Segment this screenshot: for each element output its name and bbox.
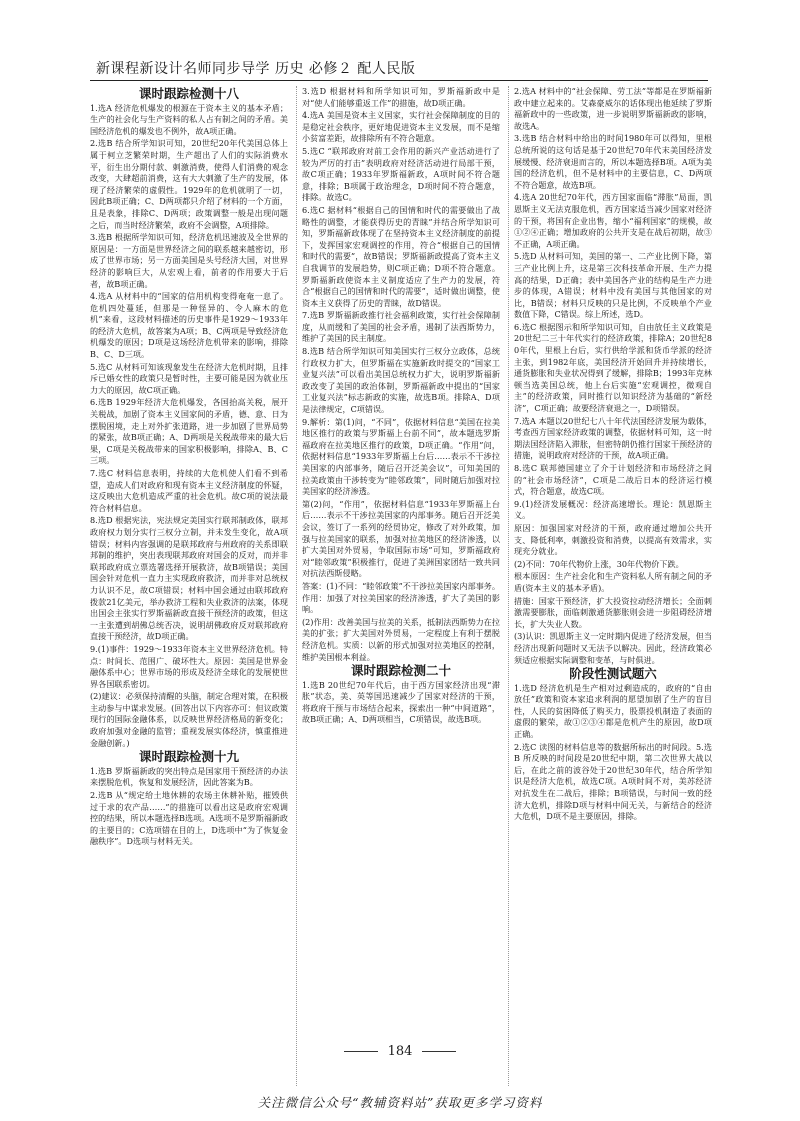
answer-item: 5.选C “联邦政府对前工会作用的新兴产业活动进行了较为严厉的打击”表明政府对经济活动进行局部干预，故C项正确；1933年罗斯福新政，A项时间不符合题意，排除；B项属于政治理念，D项时间不符合题意，排除。故选C。 [302,145,500,203]
answer-item: 4.选A 美国是资本主义国家，实行社会保障制度的目的是稳定社会秩序，更好地促进资本主义发展，而不是缩小贫富差距，故排除所有不符合题意。 [302,110,500,144]
answer-item: 3.选B 结合材料中给出的时间1980年可以得知，里根总统所说的这句话是基于20世纪70年代末美国经济发展缓慢、经济衰退而言的，所以本题选择B项。A项为美国的经济危机，但不是材料中的主要信息，C、D两项不符合题意，故选B项。 [514,133,712,190]
section-title: 课时跟踪检测十九 [138,749,239,765]
column-1 [90,86,288,1086]
answer-item: 2.选A 材料中的“社会保障、劳工法”等都是在罗斯福新政中建立起来的。艾森豪威尔的话体现出他延续了罗斯福新政中的一些政策，进一步说明罗斯福新政的影响，故选A。 [514,86,712,131]
answer-item: 1.选D 经济危机是生产相对过剩造成的，政府的“自由放任”政策和资本家追求利润的愿望加剧了生产的盲目性，人民的贫困降低了购买力，股票投机制造了表面的虚假的繁荣，故①②③④都是危机产生的原因，故D项正确。 [514,682,712,740]
answer-item: (2)不同：70年代物价上涨，30年代物价下跌。 [514,558,684,569]
page-number [0,1044,800,1059]
answer-item: 6.选C 据材料“根据自己的国情和时代的需要做出了战略性的调整，才能获得历史的青睐”并结合所学知识可知，罗斯福新政体现了在坚持资本主义经济制度的前提下，发挥国家宏观调控的作用，符合“根据自己的国情和时代的需要”，故B错误；罗斯福新政提高了资本主义自我调节的发展趋势，则C项正确；D项不符合题意。罗斯福新政使资本主义制度适应了生产力的发展，符合“根据自己的国情和时代的需要”，适时做出调整，使资本主义获得了历史的青睐，故D错误。 [302,204,500,308]
answer-item: (2)作用：改善美国与拉美的关系，抵制法西斯势力在拉美的扩张；扩大美国对外贸易，一定程度上有利于摆脱经济危机。实质：以新的形式加强对拉美地区的控制，维护美国根本利益。 [302,616,500,662]
answer-item: 9.(1)经济发展概况：经济高速增长。理论：凯恩斯主义。 [514,498,712,521]
page-number-text: 184 [387,1044,413,1059]
answer-item: 7.选C 材料信息表明，持续的大危机使人们看不到希望，造成人们对政府和现有资本主义经济制度的怀疑，这反映出大危机造成严重的社会危机。故C项的说法最符合材料信息。 [90,468,288,513]
answer-item: 2.选B 从“规定给土地休耕的农场主休耕补贴，摧毁供过于求的农产品……”的措施可以看出这是政府宏观调控的结果，所以本题选择B选项。A选项不是罗斯福新政的主要目的；C选项错在目的上，D选项中“为了恢复金融秩序”。D选项与材料无关。 [90,790,288,847]
answer-item: 1.选B 罗斯福新政的突出特点是国家用干预经济的办法来摆脱危机，恢复和发展经济，因此答案为B。 [90,765,288,788]
page-number-dash [344,1051,378,1052]
page-number-dash [422,1051,456,1052]
answer-item: 根本原因：生产社会化和生产资料私人所有制之间的矛盾(资本主义的基本矛盾)。 [514,571,712,593]
column-3 [514,86,712,1086]
answer-item: 6.选B 1929年经济大危机爆发，各国抬高关税，展开关税战，加剧了资本主义国家间的矛盾，德、意、日为摆脱困境，走上对外扩张道路，进一步加剧了世界局势的紧张，故B项正确；A、D两项是关税战带来的最大后果，C项是关税战带来的国家积极影响，排除A、B、C三项。 [90,397,288,466]
answer-item: 第(2)问，“作用”，依据材料信息“1933年罗斯福上台后……表示不干涉拉美国家的内部事务。随后召开泛美会议，签订了一系列的经贸协定，修改了对外政策，加强与拉美国家的联系，加强对拉美地区的经济渗透，以扩大美国对外贸易，争取国际市场”可知，罗斯福政府对“睦邻政策”积极推行，促进了美洲国家团结一致共同对抗法西斯侵略。 [302,498,500,579]
footer-note: 关注微信公众号“教辅资料站”获取更多学习资料 [257,1095,543,1110]
answer-item: 7.选B 罗斯福新政推行社会福利政策，实行社会保障制度，从而缓和了美国的社会矛盾，遏制了法西斯势力，维护了美国的民主制度。 [302,310,500,344]
answer-item: 答案：(1)不同：“睦邻政策”不干涉拉美国家内部事务。作用：加强了对拉美国家的经济渗透，扩大了美国的影响。 [302,580,500,615]
section-title: 课时跟踪检测二十 [350,663,451,679]
answer-item: 9.(1)事件：1929～1933年资本主义世界经济危机。特点：时间长、范围广、破坏性大。原因：美国是世界金融体系中心；世界市场的形成及经济全球化的发展使世界各国联系密切。 [90,643,288,689]
answer-item: 1.选A 经济危机爆发的根源在于资本主义的基本矛盾；生产的社会化与生产资料的私人占有制之间的矛盾。美国经济危机的爆发也不例外，故A项正确。 [90,102,288,136]
section-title: 阶段性测试题六 [569,666,657,682]
header-rule [90,80,708,81]
answer-item: 4.选A 从材料中的“国家的信用机构变得奄奄一息了。危机四处蔓延，但那是一种怪异的、令人麻木的危机”来看，这段材料描述的历史事件是1929～1933年的经济大危机，故答案为A项；B、C两项是导致经济危机爆发的原因；D项是这场经济危机带来的影响，排除B、C、D三项。 [90,291,288,360]
answer-item: 原因：加强国家对经济的干预，政府通过增加公共开支、降低利率，刺激投资和消费，以提高有效需求，实现充分就业。 [514,522,712,557]
header-title: 新课程新设计名师同步导学 历史 必修２ 配人民版 [96,61,416,77]
answer-item: 9.解析：第(1)问，“不同”，依据材料信息“美国在拉美地区推行的政策与罗斯福上台前不同”，故本题选罗斯福政府在拉美地区推行的政策，D项正确。“作用”问，依据材料信息“1933年罗斯福上台后……表示不干涉拉美国家的内部事务，随后召开泛美会议”，可知美国的拉美政策由干涉转变为“睦邻政策”，同时随后加强对拉美国家的经济渗透。 [302,416,500,497]
answer-item: 2.选B 结合所学知识可知，20世纪20年代美国总体上属于柯立芝繁荣时期，生产超出了人们的实际消费水平，衍生出分期付款、刺激消费，使得人们消费的观念改变，大肆超前消费，这有大大刺激了生产的发展，体现了经济繁荣的虚假性。1929年的危机就明了一切，因此B项正确；C、D两项都只介绍了材料的一个方面，且是表象，排除C、D两项；政策调整一般是出现问题之后，而当时经济繁荣，政府不会调整，A项排除。 [90,138,288,230]
column-2 [302,86,500,1086]
answer-item: 1.选B 20世纪70年代后，由于西方国家经济出现“滞胀”状态，美、英等国迅速减少了国家对经济的干预，将政府干预与市场结合起来，探索出一种“中间道路”，故B项正确；A、D两项相当，C项错误，故选B项。 [302,679,500,725]
answer-item: (2)建议：必须保持清醒的头脑，制定合理对策，在积极主动参与中谋求发展。(回答出以下内容亦可：但议政策现行的国际金融体系，以反映世界经济格局的新变化；政府加强对金融的监管；重视发展实体经济，慎重推进金融创新。) [90,691,288,748]
answer-item: 8.选C 联邦德国建立了介于计划经济和市场经济之间的“社会市场经济”，C项是二战后日本的经济运行模式，符合题意，故选C项。 [514,463,712,497]
answer-item: 措施：国家干预经济，扩大投资拉动经济增长；全面刺激需要膨胀，面临刺激通货膨胀则会进一步阻碍经济增长，扩大失业人数。 [514,595,712,629]
answer-columns [90,86,710,1086]
answer-item: 2.选C 读图的材料信息等的数据所标出的时间段。5.选B 所反映的时间段是20世纪中期，第二次世界大战以后，在此之前的波谷处于20世纪30年代，结合所学知识是经济大危机，故选C项。A项时间不对，美苏经济对抗发生在二战后，排除；B项错误，与时间一致的经济大危机，排除D项与材料中间无关，与新结合的经济大危机，D项不是主要原因，排除。 [514,741,712,822]
answer-item: (3)认识：凯恩斯主义一定时期内促进了经济发展，但当经济出现新问题时又无法予以解决。因此，经济政策必须适应根据实际调整和变革，与时俱进。 [514,631,712,665]
column-divider [508,86,509,1086]
answer-item: 3.选B 根据所学知识可知，经济危机迅速波及全世界的原因是：一方面是世界经济之间的联系越来越密切，形成了世界市场；另一方面美国是头号经济大国，对世界经济的影响巨大，从宏观上看，前者的作用要大于后者，故B项正确。 [90,232,288,289]
answer-item: 5.选D 从材料可知，美国的第一、二产业比例下降，第三产业比例上升，这是第三次科技革命开展、生产力提高的结果，D正确；表中美国各产业的结构是生产力进步的体现，A错误；材料中没有美国与其他国家的对比，B错误；材料只反映的只是比例，不反映单个产业数值下降，C错误。综上所述，选D。 [514,251,712,320]
answer-item: 8.选D 根据宪法，宪法规定美国实行联邦制政体，联邦政府权力划分实行三权分立制，并未发生变化，故A项错误；材料内容强调的是联邦政府与州政府的关系即联邦制的维护，突出表现联邦政府对国会的反对，而并非联邦政府成立票选署选择开展救济，故B项错误；美国国会针对危机一直力主实现政府救济，而并非对总统权力认识不足，故C项错误；材料中国会通过由联邦政府拨款21亿美元，举办救济工程和失业救济的法案，体现出国会主张实行罗斯福新政直接干预经济的政策，但这一主张遭到胡佛总统否决，说明胡佛政府反对联邦政府直接干预经济，故D项正确。 [90,515,288,642]
answer-item: 4.选A 20世纪70年代，西方国家面临“滞胀”局面，凯恩斯主义无法克服危机，西方国家适当减少国家对经济的干预，将国有企业出售，缩小“福利国家”的规模，故①②④正确；增加政府的公共开支是在战后初期，故③不正确，A项正确。 [514,192,712,249]
section-title: 课时跟踪检测十八 [138,86,239,101]
answer-item: 7.选A 本题以20世纪七八十年代法国经济发展为载体，考查西方国家经济政策的调整，依据材料可知，这一时期法国经济陷入滞胀，但密特朗仍推行国家干预经济的措施，说明政府对经济的干预，故A项正确。 [514,415,712,461]
answer-item: 8.选B 结合所学知识可知美国实行三权分立政体，总统行政权力扩大，但罗斯福在实施新政时提交的“国家工业复兴法”可以看出美国总统权力扩大，说明罗斯福新政改变了美国的政治体制，罗斯福新政中提出的“国家工业复兴法”标志新政的实施，故选B项。排除A、D项是法律规定，C项错误。 [302,346,500,415]
answer-item: 6.选C 根据图示和所学知识可知，自由放任主义政策是20世纪二三十年代实行的经济政策，排除A；20世纪80年代，里根上台后，实行供给学派和货币学派的经济主张，到1982年底，美国经济开始回升并持续增长，通货膨胀和失业状况得到了缓解，排除B；1993年克林顿当选美国总统，他上台后实施“宏观调控，微观自主”的经济政策，同时推行以知识经济为基础的“新经济”，C项正确；故要经济衰退之一，D项错误。 [514,321,712,414]
answer-item: 5.选C 从材料可知该现象发生在经济大危机时期，且排斥已婚女性的政策只是暂时性，主要可能是因为就业压力大的原因，故C项正确。 [90,361,288,395]
answer-item: 3.选D 根据材料和所学知识可知，罗斯福新政中是对“使人们能够重返工作”的措施，故D项正确。 [302,86,500,108]
column-divider [296,86,297,1086]
